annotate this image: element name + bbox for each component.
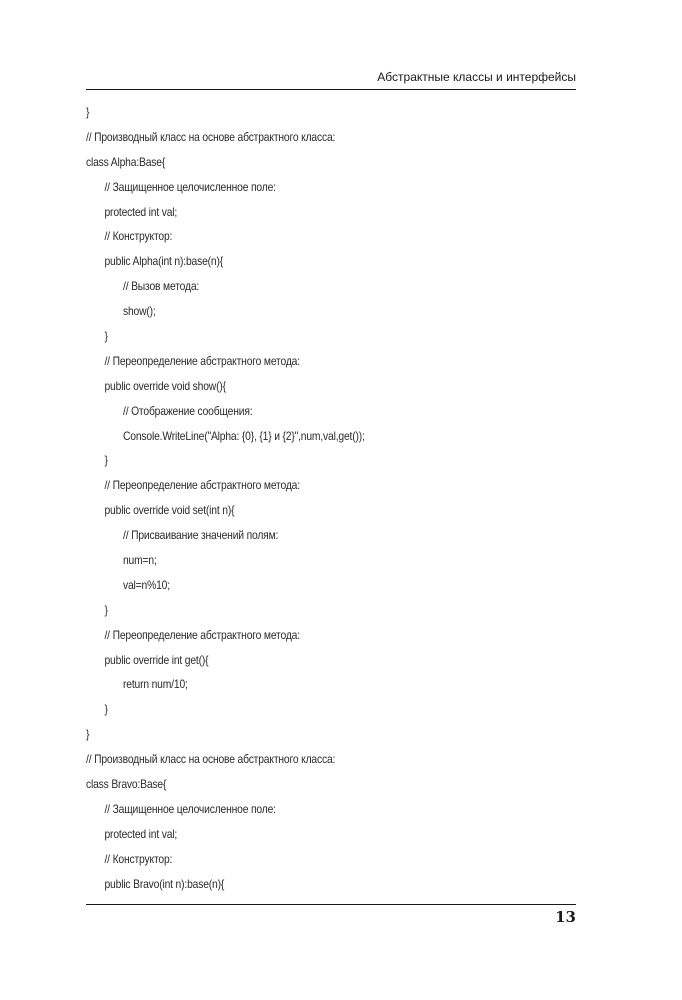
code-line: protected int val; (104, 826, 178, 841)
code-line: public override void set(int n){ (104, 503, 235, 518)
code-line: // Конструктор: (104, 229, 173, 244)
running-head-title: Абстрактные классы и интерфейсы (377, 70, 576, 84)
code-line: public override void show(){ (104, 378, 226, 393)
code-line: } (86, 105, 90, 119)
code-line: // Переопределение абстрактного метода: (104, 353, 300, 368)
code-line: // Вызов метода: (122, 279, 200, 294)
code-line: protected int val; (104, 204, 178, 219)
code-line: } (104, 602, 108, 617)
code-line: class Bravo:Base{ (86, 777, 167, 792)
code-listing (86, 100, 576, 897)
code-line: public Bravo(int n):base(n){ (104, 876, 225, 891)
code-line: } (104, 453, 108, 468)
code-line: } (104, 702, 108, 717)
code-line: // Переопределение абстрактного метода: (104, 478, 300, 493)
footer-rule (86, 904, 576, 905)
code-line: // Защищенное целочисленное поле: (104, 801, 276, 816)
page-number: 13 (555, 908, 576, 926)
code-line: num=n; (122, 553, 157, 568)
code-line: // Присваивание значений полям: (122, 528, 279, 543)
code-line: // Производный класс на основе абстрактного класса: (86, 129, 336, 144)
code-line: // Защищенное целочисленное поле: (104, 179, 276, 194)
code-line: class Alpha:Base{ (86, 154, 166, 169)
code-line: val=n%10; (122, 577, 170, 592)
code-line: } (104, 329, 108, 344)
code-line: public override int get(){ (104, 652, 209, 667)
code-line: Console.WriteLine("Alpha: {0}, {1} и {2}",num,val,get()); (122, 428, 365, 443)
header-rule (86, 89, 576, 90)
code-line: } (86, 727, 90, 742)
code-line: show(); (122, 304, 156, 319)
code-line: // Переопределение абстрактного метода: (104, 627, 300, 642)
code-line: // Производный класс на основе абстрактного класса: (86, 752, 336, 767)
code-line: // Отображение сообщения: (122, 403, 253, 418)
code-line: public Alpha(int n):base(n){ (104, 254, 224, 269)
code-line: // Конструктор: (104, 851, 173, 866)
code-line: return num/10; (122, 677, 188, 692)
